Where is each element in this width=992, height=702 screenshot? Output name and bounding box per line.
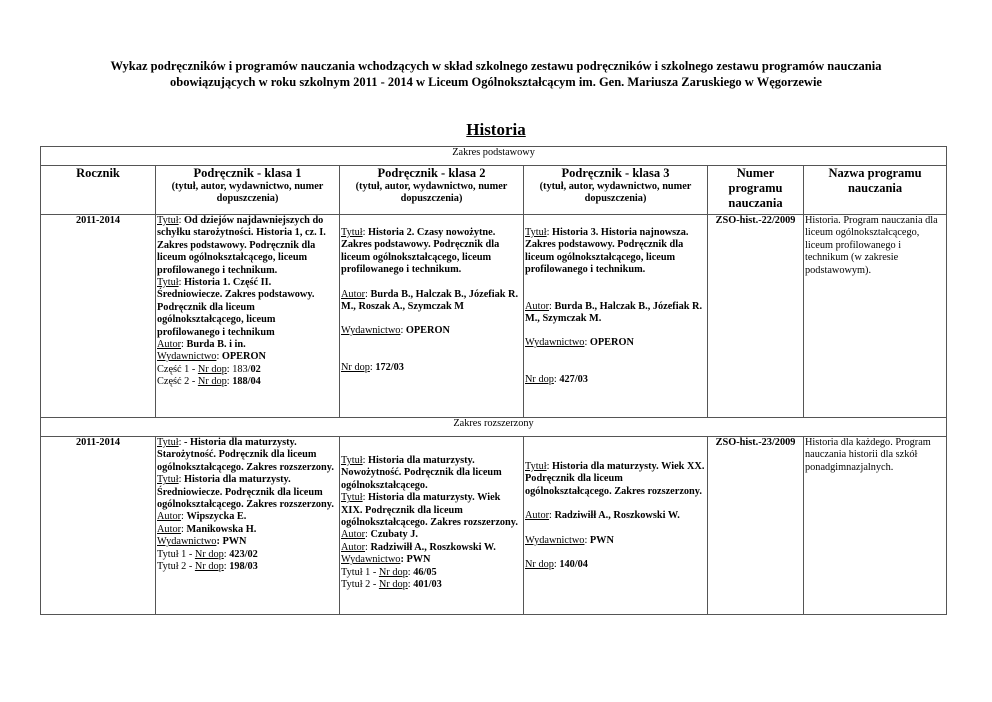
- label-tytul-2: Tytuł 2 -: [157, 561, 195, 573]
- k2-basic-nr: 172/03: [375, 361, 404, 373]
- section-row-basic: [41, 147, 947, 166]
- label-nr-dop: Nr dop: [525, 373, 554, 385]
- numer-programu-basic: ZSO-hist.-22/2009: [708, 215, 804, 418]
- header-klasa-2-title: Podręcznik - klasa 2: [377, 166, 486, 180]
- document-title-line-1: Wykaz podręczników i programów nauczania wchodzących w skład szkolnego zestawu podręczników i szkolnego zestawu programów nauczania: [110, 59, 882, 73]
- document-title: [40, 58, 952, 90]
- label-nr-dop: Nr dop: [341, 361, 370, 373]
- label-czesc-1: Część 1 -: [157, 363, 198, 375]
- k1-ext-title-2: Historia dla maturzysty. Średniowiecze. Podręcznik dla liceum ogólnokształcącego. Zakres rozszerzony.: [157, 474, 334, 511]
- k3-basic-nr: 427/03: [559, 373, 588, 385]
- k1-ext-author-1: Wipszycka E.: [186, 511, 247, 523]
- nazwa-programu-basic: Historia. Program nauczania dla liceum ogólnokształcącego, liceum profilowanego i technikum (w zakresie podstawowym).: [804, 215, 947, 418]
- table-row-basic: [41, 215, 947, 418]
- k3-ext-nr: 140/04: [559, 559, 588, 571]
- k1-ext-author-2: Manikowska H.: [186, 523, 257, 535]
- label-tytul-1: Tytuł 1 -: [341, 566, 379, 578]
- klasa-1-basic-cell: Tytuł: Od dziejów najdawniejszych do schyłku starożytności. Historia 1, cz. I. Zakres podstawowy. Podręcznik dla liceum ogólnokształcącego, liceum profilowanego i technikum. Tytuł: Historia 1. Część II. Średniowiecze. Zakres podstawowy. Podręcznik dla liceum ogólnokształcącego, liceum profilowanego i technikum Autor: Burda B. i in. Wydawnictwo: OPERON Część 1 - Nr dop: 183/02 Część 2 - Nr dop: 188/04: [156, 215, 340, 418]
- header-rocznik-label: Rocznik: [76, 166, 120, 180]
- label-wydawnictwo: Wydawnictwo: [525, 337, 585, 349]
- k3-ext-publisher: PWN: [589, 534, 614, 546]
- header-klasa-1: [156, 166, 340, 215]
- label-autor: Autor: [157, 523, 182, 535]
- subject-heading: Historia: [466, 120, 526, 139]
- label-czesc-2: Część 2 -: [157, 376, 198, 388]
- nazwa-programu-extended: Historia dla każdego. Program nauczania historii dla szkół ponadgimnazjalnych.: [804, 437, 947, 615]
- k3-ext-author: Radziwiłł A., Roszkowski W.: [554, 510, 680, 522]
- k1-basic-title-2: Historia 1. Część II. Średniowiecze. Zakres podstawowy. Podręcznik dla liceum ogólnokształcącego, liceum profilowanego i technikum: [157, 277, 315, 338]
- document-title-line-2: obowiązujących w roku szkolnym 2011 - 2014 w Liceum Ogólnokształcącym im. Gen. Mariusza Zaruskiego w Węgorzewie: [170, 75, 822, 89]
- klasa-3-basic-cell: Tytuł: Historia 3. Historia najnowsza. Zakres podstawowy. Podręcznik dla liceum ogólnokształcącego, liceum profilowanego i technikum. Autor: Burda B., Halczak B., Józefiak R. M., Szymczak M. Wydawnictwo: OPERON Nr dop: 427/03: [524, 215, 708, 418]
- klasa-3-extended-cell: Tytuł: Historia dla maturzysty. Wiek XX. Podręcznik dla liceum ogólnokształcącego. Zakres rozszerzony. Autor: Radziwiłł A., Roszkowski W. Wydawnictwo: PWN Nr dop: 140/04: [524, 437, 708, 615]
- klasa-1-extended-cell: Tytuł: - Historia dla maturzysty. Starożytność. Podręcznik dla liceum ogólnokształcącego. Zakres rozszerzony. Tytuł: Historia dla maturzysty. Średniowiecze. Podręcznik dla liceum ogólnokształcącego. Zakres rozszerzony. Autor: Wipszycka E. Autor: Manikowska H. Wydawnictwo: PWN Tytuł 1 - Nr dop: 423/02 Tytuł 2 - Nr dop: 198/03: [156, 437, 340, 615]
- textbook-table: [40, 146, 947, 615]
- label-wydawnictwo: Wydawnictwo: [157, 536, 217, 548]
- label-tytul-2: Tytuł 2 -: [341, 579, 379, 591]
- section-title-extended: Zakres rozszerzony: [41, 418, 947, 437]
- k2-ext-author-2: Radziwiłł A., Roszkowski W.: [370, 541, 496, 553]
- label-nr-dop: Nr dop: [197, 363, 227, 375]
- k2-ext-publisher-sep: :: [400, 554, 407, 566]
- label-autor: Autor: [157, 511, 182, 523]
- label-tytul: Tytuł: [341, 455, 363, 466]
- k2-basic-author: Burda B., Halczak B., Józefiak R. M., Roszak A., Szymczak M: [341, 288, 519, 313]
- label-autor: Autor: [341, 529, 366, 541]
- klasa-2-extended-cell: Tytuł: Historia dla maturzysty. Nowożytność. Podręcznik dla liceum ogólnokształcącego. Tytuł: Historia dla maturzysty. Wiek XIX. Podręcznik dla liceum ogólnokształcącego. Zakres rozszerzony. Autor: Czubaty J. Autor: Radziwiłł A., Roszkowski W. Wydawnictwo: PWN Tytuł 1 - Nr dop: 46/05 Tytuł 2 - Nr dop: 401/03: [340, 437, 524, 615]
- numer-programu-extended: ZSO-hist.-23/2009: [708, 437, 804, 615]
- k1-basic-author: Burda B. i in.: [186, 339, 246, 351]
- label-nr-dop: Nr dop: [525, 559, 554, 571]
- label-wydawnictwo: Wydawnictwo: [525, 534, 585, 546]
- section-title-basic: Zakres podstawowy: [41, 147, 947, 166]
- label-nr-dop: Nr dop: [378, 579, 408, 591]
- label-nr-dop: Nr dop: [194, 548, 224, 560]
- k2-basic-title: Historia 2. Czasy nowożytne. Zakres podstawowy. Podręcznik dla liceum ogólnokształcącego, liceum profilowanego i technikum.: [341, 227, 500, 276]
- header-klasa-2-subtitle: (tytuł, autor, wydawnictwo, numer dopuszczenia): [355, 181, 508, 205]
- table-row-extended: [41, 437, 947, 615]
- k2-basic-publisher: OPERON: [405, 325, 450, 337]
- header-rocznik: [41, 166, 156, 215]
- header-row: [41, 166, 947, 215]
- k2-ext-title-1: Historia dla maturzysty. Nowożytność. Podręcznik dla liceum ogólnokształcącego.: [341, 455, 502, 491]
- rocznik-extended: 2011-2014: [41, 437, 156, 615]
- k3-basic-author: Burda B., Halczak B., Józefiak R. M., Szymczak M.: [525, 300, 703, 325]
- label-nr-dop: Nr dop: [197, 376, 227, 388]
- header-klasa-1-subtitle: (tytuł, autor, wydawnictwo, numer dopuszczenia): [171, 181, 324, 205]
- k1-ext-publisher: PWN: [222, 536, 247, 548]
- label-nr-dop: Nr dop: [378, 566, 408, 578]
- label-tytul-1: Tytuł 1 -: [157, 548, 195, 560]
- k1-ext-t1-nr: 423/02: [229, 548, 258, 560]
- label-tytul: Tytuł: [525, 461, 547, 472]
- header-nazwa-programu: [804, 166, 947, 215]
- label-nr-dop: Nr dop: [194, 561, 224, 573]
- k2-ext-publisher: PWN: [406, 554, 431, 566]
- label-wydawnictwo: Wydawnictwo: [341, 554, 401, 566]
- label-tytul: Tytuł: [341, 492, 363, 504]
- header-klasa-3-subtitle: (tytuł, autor, wydawnictwo, numer dopuszczenia): [539, 181, 692, 205]
- k1-basic-publisher: OPERON: [221, 351, 266, 363]
- rocznik-basic: 2011-2014: [41, 215, 156, 418]
- header-klasa-2: [340, 166, 524, 215]
- k1-ext-title-1: - Historia dla maturzysty. Starożytność. Podręcznik dla liceum ogólnokształcącego. Zakres rozszerzony.: [157, 437, 334, 473]
- label-autor: Autor: [525, 510, 550, 522]
- header-numer-programu: [708, 166, 804, 215]
- k3-basic-title: Historia 3. Historia najnowsza. Zakres podstawowy. Podręcznik dla liceum ogólnokształcącego, liceum profilowanego i technikum.: [525, 227, 689, 276]
- k1-ext-t2-nr: 198/03: [229, 561, 258, 573]
- label-wydawnictwo: Wydawnictwo: [157, 351, 217, 363]
- klasa-2-basic-cell: Tytuł: Historia 2. Czasy nowożytne. Zakres podstawowy. Podręcznik dla liceum ogólnokształcącego, liceum profilowanego i technikum. Autor: Burda B., Halczak B., Józefiak R. M., Roszak A., Szymczak M Wydawnictwo: OPERON Nr dop: 172/03: [340, 215, 524, 418]
- k2-ext-author-1: Czubaty J.: [370, 529, 418, 541]
- label-tytul: Tytuł: [525, 227, 547, 238]
- label-tytul: Tytuł: [157, 474, 179, 486]
- k1-basic-part2-nr: 188/04: [232, 376, 261, 388]
- header-nazwa-programu-label: Nazwa programu nauczania: [828, 166, 922, 195]
- label-tytul: Tytuł: [157, 215, 179, 226]
- k1-basic-title-1: Od dziejów najdawniejszych do schyłku starożytności. Historia 1, cz. I. Zakres podstawowy. Podręcznik dla liceum ogólnokształcącego, liceum profilowanego i technikum.: [157, 215, 326, 276]
- label-autor: Autor: [525, 300, 550, 312]
- k2-ext-t1-nr: 46/05: [413, 566, 437, 578]
- k3-ext-title: Historia dla maturzysty. Wiek XX. Podręcznik dla liceum ogólnokształcącego. Zakres rozszerzony.: [525, 461, 705, 497]
- k1-basic-part1-nr-bold: 02: [250, 363, 261, 375]
- header-klasa-1-title: Podręcznik - klasa 1: [193, 166, 302, 180]
- header-numer-programu-label: Numer programu nauczania: [728, 166, 783, 210]
- label-autor: Autor: [341, 288, 366, 300]
- label-tytul: Tytuł: [341, 227, 363, 238]
- header-klasa-3-title: Podręcznik - klasa 3: [561, 166, 670, 180]
- k2-ext-t2-nr: 401/03: [413, 579, 442, 591]
- k3-basic-publisher: OPERON: [589, 337, 634, 349]
- label-wydawnictwo: Wydawnictwo: [341, 325, 401, 337]
- label-autor: Autor: [157, 339, 182, 351]
- label-tytul: Tytuł: [157, 437, 179, 448]
- label-autor: Autor: [341, 541, 366, 553]
- k1-basic-part1-nr: 183/: [232, 363, 251, 375]
- section-row-extended: [41, 418, 947, 437]
- k2-ext-title-2: Historia dla maturzysty. Wiek XIX. Podręcznik dla liceum ogólnokształcącego. Zakres rozszerzony.: [341, 492, 518, 529]
- header-klasa-3: [524, 166, 708, 215]
- label-tytul: Tytuł: [157, 277, 179, 289]
- k1-ext-publisher-sep: :: [216, 536, 223, 548]
